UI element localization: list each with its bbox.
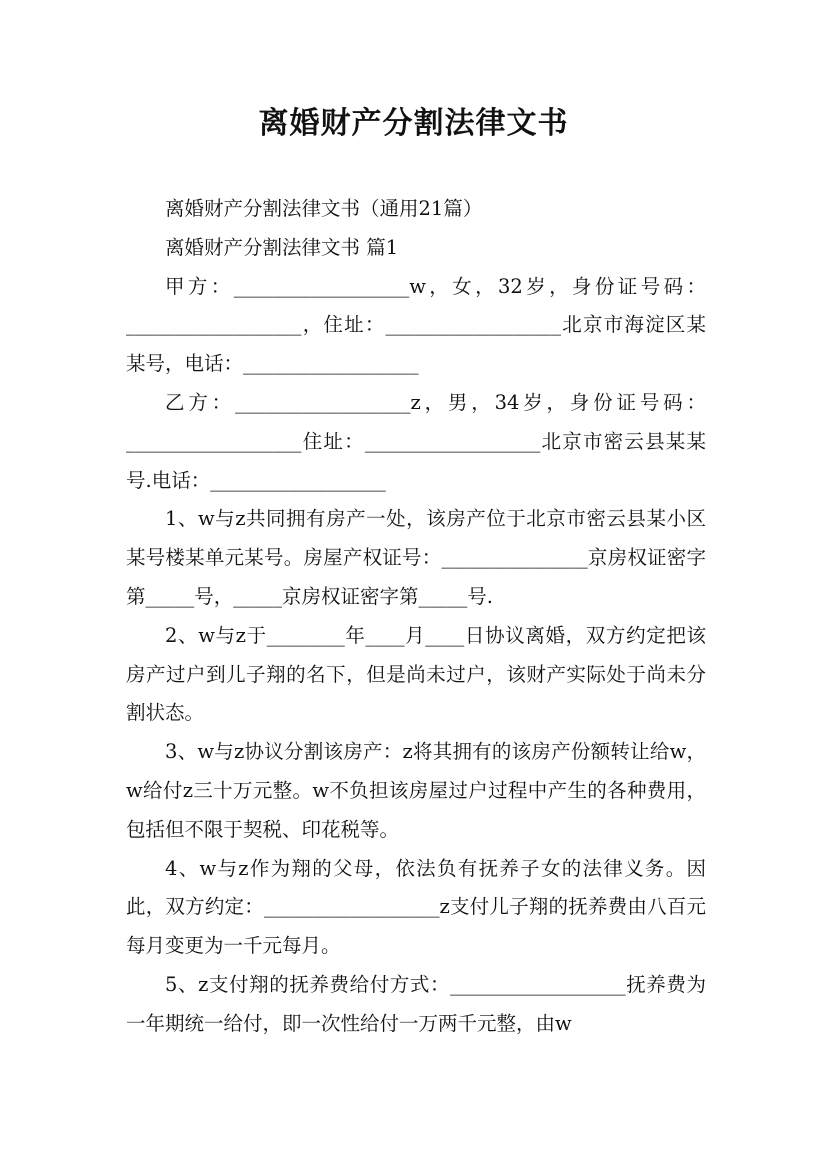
paragraph-section-heading: 离婚财产分割法律文书 篇1 <box>165 235 399 259</box>
paragraph-clause-3: 3、w与z协议分割该房产：z将其拥有的该房产份额转让给w，w给付z三十万元整。w不负担该房屋过户过程中产生的各种费用，包括但不限于契税、印花税等。 <box>126 740 706 841</box>
paragraph-subtitle: 离婚财产分割法律文书（通用21篇） <box>165 197 483 220</box>
paragraph-party-a: 甲方：__________________w，女，32岁，身份证号码：__________________，住址：__________________北京市海淀区某某号，电话：__________________ <box>126 274 706 376</box>
paragraph-clause-5: 5、z支付翔的抚养费给付方式：__________________抚养费为一年期统一给付，即一次性给付一万两千元整，由w <box>126 972 706 1035</box>
document-title: 离婚财产分割法律文书 <box>258 106 569 141</box>
paragraph-clause-1: 1、w与z共同拥有房产一处，该房产位于北京市密云县某小区某号楼某单元某号。房屋产权证号：_______________京房权证密字第_____号，_____京房权证密字第_____号. <box>126 507 706 608</box>
paragraph-clause-4: 4、w与z作为翔的父母，依法负有抚养子女的法律义务。因此，双方约定：__________________z支付儿子翔的抚养费由八百元每月变更为一千元每月。 <box>126 856 706 958</box>
document-body <box>126 190 706 1044</box>
paragraph-clause-2: 2、w与z于________年____月____日协议离婚，双方约定把该房产过户到儿子翔的名下，但是尚未过户，该财产实际处于尚未分割状态。 <box>126 623 706 725</box>
paragraph-party-b: 乙方：__________________z，男，34岁，身份证号码：__________________住址：__________________北京市密云县某某号.电话：__________________ <box>126 390 706 492</box>
